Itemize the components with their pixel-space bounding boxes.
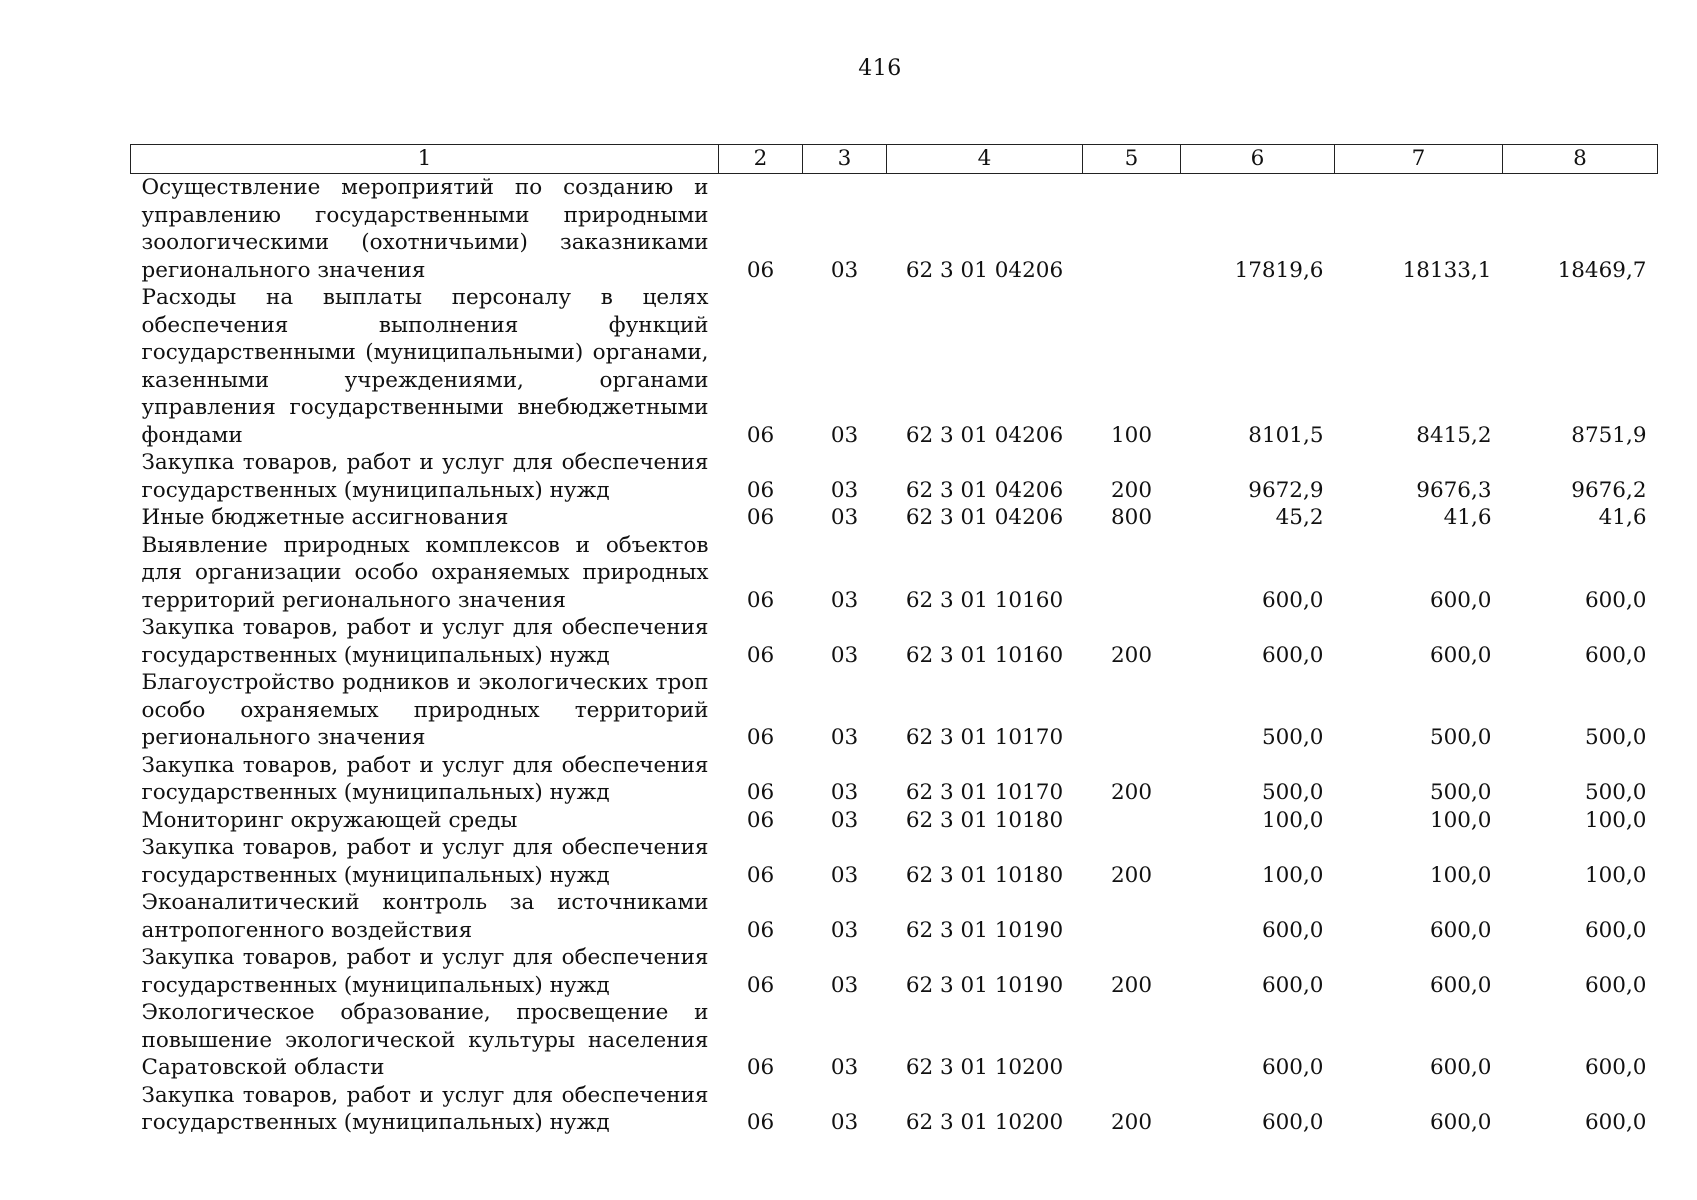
target-article-code: 62 3 01 04206 <box>905 477 1064 503</box>
expense-type-code <box>1083 807 1181 835</box>
section-code: 06 <box>746 257 775 283</box>
row-description: Закупка товаров, работ и услуг для обеспечения государственных (муниципальных) нужд <box>141 1082 709 1135</box>
section-code: 06 <box>746 725 775 750</box>
target-article-code: 62 3 01 10170 <box>905 725 1064 750</box>
column-header: 5 <box>1083 145 1181 174</box>
target-article-code: 62 3 01 10190 <box>905 972 1064 998</box>
budget-table <box>130 144 1658 1137</box>
amount-col6: 100,0 <box>1261 807 1324 833</box>
row-description: Закупка товаров, работ и услуг для обеспечения государственных (муниципальных) нужд <box>141 615 709 668</box>
expense-type-code <box>1083 999 1181 1082</box>
expense-type-code: 100 <box>1110 422 1153 448</box>
table-row <box>131 504 1658 532</box>
subsection-code: 03 <box>830 807 859 833</box>
subsection-code: 03 <box>830 862 859 888</box>
amount-col7: 100,0 <box>1429 807 1492 833</box>
amount-col8: 600,0 <box>1584 587 1647 613</box>
amount-col7: 600,0 <box>1429 1110 1492 1135</box>
table-header <box>131 145 1658 174</box>
target-article-code: 62 3 01 10160 <box>905 587 1064 613</box>
amount-col7: 600,0 <box>1429 587 1492 613</box>
section-code: 06 <box>746 1055 775 1080</box>
amount-col8: 600,0 <box>1584 972 1647 998</box>
amount-col7: 600,0 <box>1429 642 1492 668</box>
table-row <box>131 834 1658 889</box>
target-article-code: 62 3 01 10180 <box>905 807 1064 833</box>
table-row <box>131 532 1658 615</box>
amount-col6: 8101,5 <box>1248 422 1324 448</box>
amount-col7: 41,6 <box>1443 505 1492 530</box>
section-code: 06 <box>746 505 775 530</box>
section-code: 06 <box>746 972 775 998</box>
amount-col6: 100,0 <box>1261 862 1324 888</box>
subsection-code: 03 <box>830 972 859 998</box>
row-description: Благоустройство родников и экологических троп особо охраняемых природных территорий регионального значения <box>141 670 709 750</box>
section-code: 06 <box>746 587 775 613</box>
amount-col7: 600,0 <box>1429 917 1492 943</box>
section-code: 06 <box>746 422 775 448</box>
target-article-code: 62 3 01 10190 <box>905 917 1064 943</box>
table-row <box>131 174 1658 285</box>
amount-col7: 600,0 <box>1429 1055 1492 1080</box>
subsection-code: 03 <box>830 780 859 805</box>
amount-col7: 9676,3 <box>1416 477 1492 503</box>
expense-type-code: 200 <box>1110 477 1153 503</box>
expense-type-code: 200 <box>1110 780 1153 805</box>
row-description: Закупка товаров, работ и услуг для обеспечения государственных (муниципальных) нужд <box>141 450 709 503</box>
amount-col8: 18469,7 <box>1557 257 1647 283</box>
amount-col6: 500,0 <box>1261 780 1324 805</box>
table-row <box>131 1082 1658 1137</box>
expense-type-code: 800 <box>1110 505 1153 530</box>
table-row <box>131 807 1658 835</box>
amount-col7: 100,0 <box>1429 862 1492 888</box>
expense-type-code <box>1083 174 1181 285</box>
amount-col8: 41,6 <box>1598 505 1647 530</box>
amount-col6: 17819,6 <box>1234 257 1324 283</box>
amount-col6: 600,0 <box>1261 917 1324 943</box>
expense-type-code <box>1083 669 1181 752</box>
amount-col7: 500,0 <box>1429 725 1492 750</box>
amount-col8: 100,0 <box>1584 807 1647 833</box>
amount-col6: 600,0 <box>1261 1055 1324 1080</box>
subsection-code: 03 <box>830 642 859 668</box>
subsection-code: 03 <box>830 477 859 503</box>
target-article-code: 62 3 01 04206 <box>905 257 1064 283</box>
row-description: Мониторинг окружающей среды <box>141 807 518 833</box>
column-header: 8 <box>1503 145 1658 174</box>
page-number: 416 <box>858 56 902 81</box>
expense-type-code <box>1083 532 1181 615</box>
amount-col6: 600,0 <box>1261 1110 1324 1135</box>
subsection-code: 03 <box>830 725 859 750</box>
table-row <box>131 669 1658 752</box>
amount-col8: 100,0 <box>1584 862 1647 888</box>
row-description: Осуществление мероприятий по созданию и управлению государственными природными зоологическими (охотничьими) заказниками регионального значения <box>141 175 709 283</box>
column-header: 7 <box>1335 145 1503 174</box>
column-header: 6 <box>1181 145 1335 174</box>
table-row <box>131 284 1658 449</box>
row-description: Выявление природных комплексов и объектов для организации особо охраняемых природных территорий регионального значения <box>141 532 709 613</box>
table-row <box>131 889 1658 944</box>
row-description: Иные бюджетные ассигнования <box>141 505 509 530</box>
target-article-code: 62 3 01 10170 <box>905 780 1064 805</box>
expense-type-code: 200 <box>1110 972 1153 998</box>
amount-col8: 600,0 <box>1584 917 1647 943</box>
column-header: 3 <box>803 145 887 174</box>
target-article-code: 62 3 01 04206 <box>905 422 1064 448</box>
row-description: Закупка товаров, работ и услуг для обеспечения государственных (муниципальных) нужд <box>141 945 709 998</box>
amount-col6: 500,0 <box>1261 725 1324 750</box>
row-description: Закупка товаров, работ и услуг для обеспечения государственных (муниципальных) нужд <box>141 835 709 888</box>
expense-type-code: 200 <box>1110 642 1153 668</box>
amount-col7: 8415,2 <box>1416 422 1492 448</box>
target-article-code: 62 3 01 10180 <box>905 862 1064 888</box>
amount-col6: 45,2 <box>1275 505 1324 530</box>
target-article-code: 62 3 01 04206 <box>905 505 1064 530</box>
amount-col6: 600,0 <box>1261 972 1324 998</box>
header-row <box>131 145 1658 174</box>
expense-type-code <box>1083 889 1181 944</box>
subsection-code: 03 <box>830 505 859 530</box>
row-description: Экологическое образование, просвещение и повышение экологической культуры населения Саратовской области <box>141 1000 709 1080</box>
table-row <box>131 614 1658 669</box>
target-article-code: 62 3 01 10160 <box>905 642 1064 668</box>
amount-col8: 8751,9 <box>1571 422 1647 448</box>
expense-type-code: 200 <box>1110 862 1153 888</box>
amount-col6: 600,0 <box>1261 642 1324 668</box>
amount-col7: 18133,1 <box>1402 257 1492 283</box>
section-code: 06 <box>746 917 775 943</box>
section-code: 06 <box>746 1110 775 1135</box>
expense-type-code: 200 <box>1110 1110 1153 1135</box>
amount-col6: 600,0 <box>1261 587 1324 613</box>
amount-col8: 500,0 <box>1584 780 1647 805</box>
amount-col7: 600,0 <box>1429 972 1492 998</box>
section-code: 06 <box>746 642 775 668</box>
table-row <box>131 449 1658 504</box>
amount-col8: 600,0 <box>1584 642 1647 668</box>
section-code: 06 <box>746 862 775 888</box>
row-description: Закупка товаров, работ и услуг для обеспечения государственных (муниципальных) нужд <box>141 752 709 805</box>
target-article-code: 62 3 01 10200 <box>905 1110 1064 1135</box>
table-body <box>131 174 1658 1137</box>
subsection-code: 03 <box>830 1110 859 1135</box>
subsection-code: 03 <box>830 1055 859 1080</box>
amount-col8: 600,0 <box>1584 1110 1647 1135</box>
section-code: 06 <box>746 780 775 805</box>
subsection-code: 03 <box>830 257 859 283</box>
table-row <box>131 752 1658 807</box>
amount-col7: 500,0 <box>1429 780 1492 805</box>
column-header: 1 <box>131 145 719 174</box>
row-description: Расходы на выплаты персоналу в целях обеспечения выполнения функций государственными (муниципальными) органами, казенными учреждениями, органами управления государственными внебюджетными фондами <box>141 285 709 448</box>
amount-col8: 500,0 <box>1584 725 1647 750</box>
column-header: 4 <box>887 145 1083 174</box>
amount-col8: 600,0 <box>1584 1055 1647 1080</box>
subsection-code: 03 <box>830 587 859 613</box>
amount-col8: 9676,2 <box>1571 477 1647 503</box>
section-code: 06 <box>746 477 775 503</box>
table-row <box>131 944 1658 999</box>
subsection-code: 03 <box>830 917 859 943</box>
amount-col6: 9672,9 <box>1248 477 1324 503</box>
subsection-code: 03 <box>830 422 859 448</box>
section-code: 06 <box>746 807 775 833</box>
target-article-code: 62 3 01 10200 <box>905 1055 1064 1080</box>
table-row <box>131 999 1658 1082</box>
row-description: Экоаналитический контроль за источниками антропогенного воздействия <box>141 890 709 943</box>
column-header: 2 <box>719 145 803 174</box>
